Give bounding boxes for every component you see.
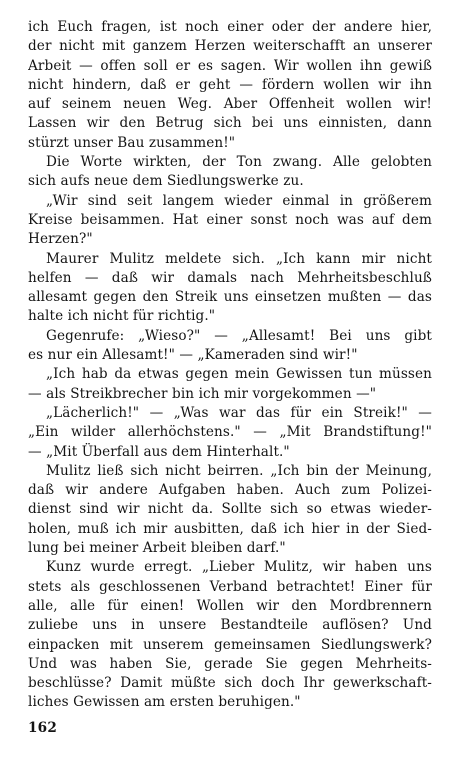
text-line: der nicht mit ganzem Herzen weiterschafft an unserer: [28, 38, 432, 55]
text-line: holen, muß ich mir ausbitten, daß ich hier in der Sied-: [28, 520, 432, 537]
text-line: beschlüsse? Damit müßte sich doch Ihr gewerkschaft-: [28, 675, 432, 692]
text-line: Die Worte wirkten, der Ton zwang. Alle gelobten: [46, 154, 432, 171]
text-line: nicht hindern, daß er geht — fördern wollen wir ihn: [28, 76, 432, 93]
text-line: „Wir sind seit langem wieder einmal in größerem: [46, 192, 432, 209]
body-text: [28, 18, 432, 713]
text-line: Arbeit — offen soll er es sagen. Wir wollen ihn gewiß: [28, 57, 432, 74]
book-page: [28, 18, 432, 748]
text-line: helfen — daß wir damals nach Mehrheitsbeschluß: [28, 269, 432, 286]
text-line: auf seinem neuen Weg. Aber Offenheit wollen wir!: [28, 96, 432, 113]
text-line: — „Mit Überfall aus dem Hinterhalt.": [28, 443, 290, 460]
text-line: — als Streikbrecher bin ich mir vorgekommen —": [28, 385, 377, 402]
text-line: stürzt unser Bau zusammen!": [28, 134, 236, 151]
text-line: daß wir andere Aufgaben haben. Auch zum Polizei-: [28, 482, 432, 499]
text-line: ich Euch fragen, ist noch einer oder der andere hier,: [28, 19, 432, 35]
text-line: Mulitz ließ sich nicht beirren. „Ich bin der Meinung,: [46, 462, 432, 479]
text-line: alle, alle für einen! Wollen wir den Mordbrennern: [28, 597, 432, 614]
text-line: Und was haben Sie, gerade Sie gegen Mehrheits-: [28, 655, 432, 672]
text-line: Gegenrufe: „Wieso?" — „Allesamt! Bei uns gibt: [46, 327, 432, 344]
text-line: zuliebe uns in unsere Bestandteile auflösen? Und: [28, 617, 432, 634]
text-line: sich aufs neue dem Siedlungswerke zu.: [28, 173, 304, 190]
text-line: stets als geschlossenen Verband betrachtet! Einer für: [28, 578, 432, 595]
text-line: einpacken mit unserem gemeinsamen Siedlungswerk?: [28, 636, 432, 653]
text-line: Lassen wir den Betrug sich bei uns einnisten, dann: [28, 115, 432, 132]
text-line: es nur ein Allesamt!" — „Kameraden sind wir!": [28, 347, 358, 364]
text-line: „Ein wilder allerhöchstens." — „Mit Brandstiftung!": [28, 424, 432, 441]
text-line: Maurer Mulitz meldete sich. „Ich kann mir nicht: [46, 250, 432, 267]
text-line: „Lächerlich!" — „Was war das für ein Streik!" —: [46, 404, 432, 421]
text-line: „Ich hab da etwas gegen mein Gewissen tun müssen: [46, 366, 432, 383]
text-line: allesamt gegen den Streik uns einsetzen mußten — das: [28, 289, 432, 306]
text-line: dienst sind wir nicht da. Sollte sich so etwas wieder-: [28, 501, 432, 518]
text-line: Herzen?": [28, 231, 93, 248]
text-line: halte ich nicht für richtig.": [28, 308, 216, 325]
text-line: Kunz wurde erregt. „Lieber Mulitz, wir haben uns: [46, 559, 432, 576]
page-number: 162: [28, 720, 57, 736]
text-line: liches Gewissen am ersten beruhigen.": [28, 694, 301, 711]
text-line: lung bei meiner Arbeit bleiben darf.": [28, 540, 286, 557]
text-line: Kreise beisammen. Hat einer sonst noch was auf dem: [28, 211, 432, 228]
